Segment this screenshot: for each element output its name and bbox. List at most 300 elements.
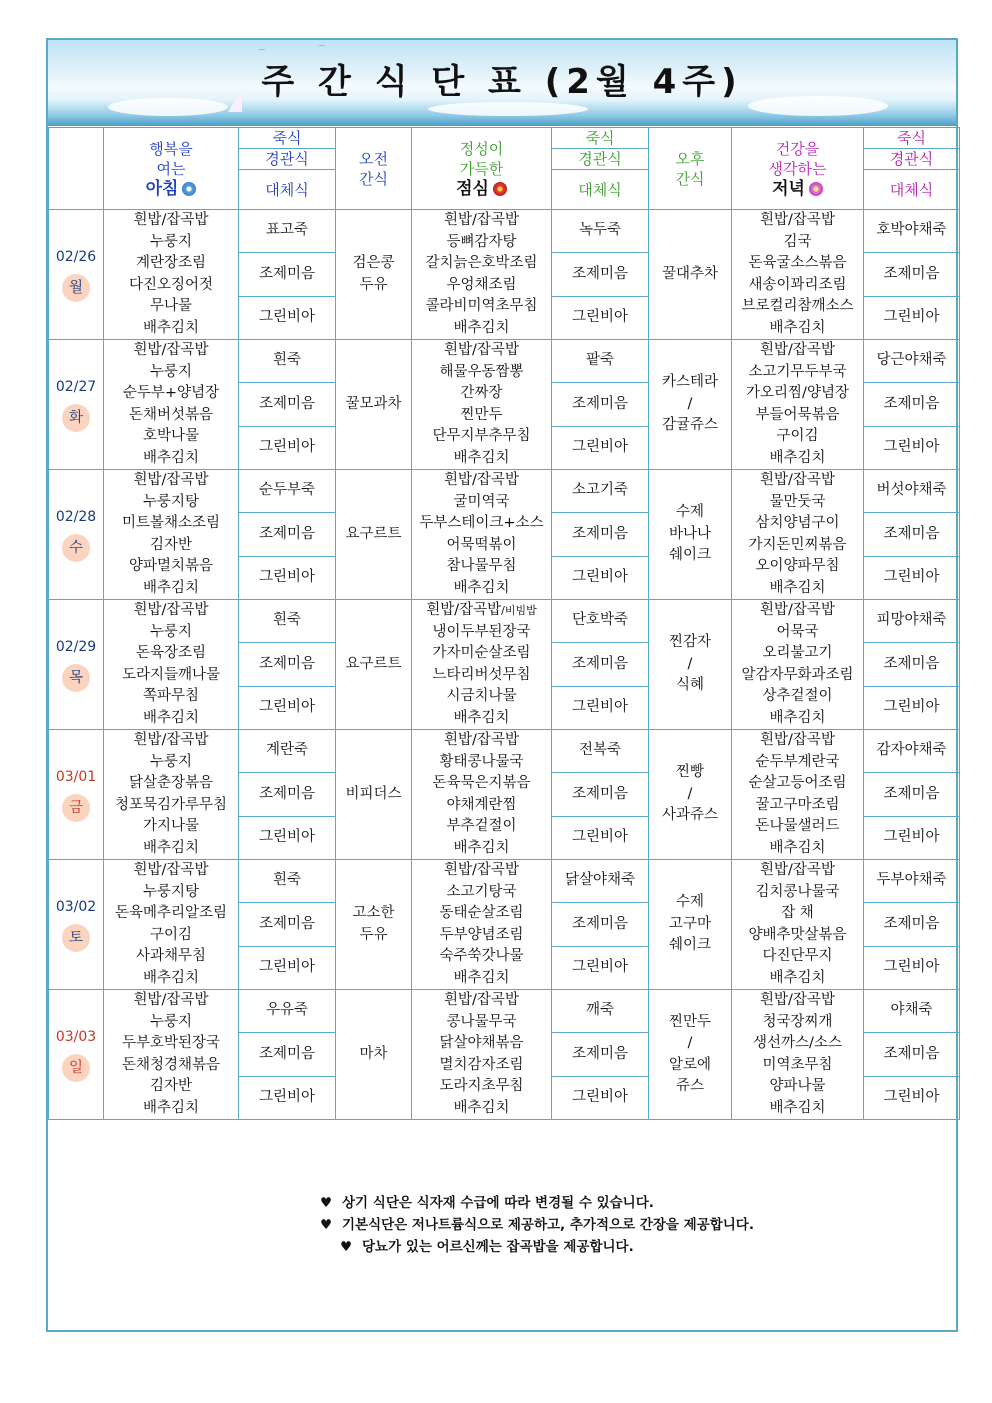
dinner-menu-line: 배추김치 (769, 709, 826, 726)
date-cell (49, 860, 104, 990)
am-snack-line: 비피더스 (345, 785, 402, 802)
lunch-menu-line: 배추김치 (453, 319, 510, 336)
dinner-menu-line: 배추김치 (769, 969, 826, 986)
breakfast-alt: 그린비아 (239, 1076, 336, 1119)
lunch-menu-line: 해물우동짬뽕 (439, 363, 524, 380)
lunch-porridge: 팥죽 (552, 340, 649, 383)
am-snack-line: 요구르트 (345, 525, 402, 542)
lunch-menu-line: 돈육묵은지볶음 (432, 775, 531, 791)
pm-snack-line: 쉐이크 (668, 547, 712, 564)
breakfast-porridge-header: 죽식 (239, 128, 336, 149)
dinner-menu-line: 배추김치 (769, 579, 826, 596)
pm-snack-line: / (687, 395, 693, 412)
pm-snack (649, 860, 732, 990)
lunch-menu-line: 동태순살조림 (439, 905, 524, 921)
breakfast-alt: 그린비아 (239, 296, 336, 339)
breakfast-alt: 그린비아 (239, 816, 336, 859)
pink-flower-icon (809, 182, 823, 196)
lunch-menu-line: 배추김치 (453, 969, 510, 986)
dinner-porridge: 버섯야채죽 (864, 470, 960, 513)
pm-snack-line: / (687, 785, 693, 802)
title-banner (48, 40, 956, 126)
lunch-alt: 그린비아 (552, 816, 649, 859)
dinner-tube: 조제미음 (864, 1033, 960, 1076)
lunch-menu-line: 어묵떡볶이 (446, 536, 517, 553)
pm-snack-line: 찐감자 (668, 634, 712, 651)
table-row (49, 600, 960, 643)
breakfast-tube: 조제미음 (239, 773, 336, 816)
lunch-menu-line: 흰밥/잡곡밥 (444, 472, 519, 488)
note-item: ♥ 기본식단은 저나트륨식으로 제공하고, 추가적으로 간장을 제공합니다. (320, 1214, 754, 1236)
lunch-alt: 그린비아 (552, 556, 649, 599)
dinner-menu-line: 돈나물샐러드 (755, 818, 840, 834)
lunch-alt: 그린비아 (552, 426, 649, 469)
pm-snack-line: / (687, 655, 693, 672)
date-label: 03/01 (55, 768, 97, 785)
table-row (49, 860, 960, 903)
dinner-tube: 조제미음 (864, 643, 960, 686)
lunch-tube: 조제미음 (552, 513, 649, 556)
lunch-menu (412, 600, 552, 730)
pm-snack (649, 340, 732, 470)
dinner-menu-line: 순두부계란국 (755, 753, 840, 770)
pm-snack (649, 470, 732, 600)
dinner-menu-line: 흰밥/잡곡밥 (760, 862, 835, 878)
date-cell (49, 730, 104, 860)
dinner-header: 건강을 생각하는 저녁 (732, 128, 864, 210)
dinner-menu-line: 김치콩나물국 (755, 883, 840, 900)
date-cell (49, 340, 104, 470)
date-label: 03/02 (55, 898, 97, 915)
breakfast-menu-line: 가지나물 (142, 818, 200, 834)
dinner-menu (732, 990, 864, 1120)
table-row (49, 470, 960, 513)
dinner-menu-line: 김국 (783, 233, 812, 250)
breakfast-tube: 조제미음 (239, 513, 336, 556)
lunch-menu-line: 등뼈감자탕 (446, 233, 517, 250)
breakfast-menu-line: 호박나물 (142, 428, 200, 444)
dinner-alt: 그린비아 (864, 426, 960, 469)
lunch-menu (412, 730, 552, 860)
pm-snack (649, 210, 732, 340)
dinner-alt: 그린비아 (864, 556, 960, 599)
pm-snack-line: 알로에 (668, 1056, 712, 1073)
breakfast-alt: 그린비아 (239, 946, 336, 989)
pm-snack (649, 600, 732, 730)
pm-snack-line: 쥬스 (675, 1078, 704, 1094)
lunch-tube: 조제미음 (552, 903, 649, 946)
lunch-menu-line: 닭살야채볶음 (439, 1035, 524, 1051)
am-snack (336, 860, 412, 990)
dinner-menu-line: 순살고등어조림 (748, 775, 847, 791)
dinner-menu-line: 배추김치 (769, 319, 826, 336)
dinner-menu (732, 860, 864, 990)
dinner-menu-line: 새송이꽈리조림 (748, 276, 847, 293)
pm-snack-line: 고구마 (668, 915, 712, 932)
lunch-menu (412, 210, 552, 340)
dinner-menu-line: 양파나물 (769, 1078, 826, 1094)
lunch-tube: 조제미음 (552, 253, 649, 296)
weekday-badge: 일 (62, 1054, 90, 1082)
lunch-porridge: 녹두죽 (552, 210, 649, 253)
pm-snack-line: 사과쥬스 (661, 807, 719, 824)
dinner-menu-line: 삼치양념구이 (755, 515, 840, 531)
am-snack (336, 340, 412, 470)
am-snack-line: 두유 (359, 926, 388, 943)
lunch-alt: 그린비아 (552, 296, 649, 339)
breakfast-menu (104, 470, 239, 600)
heart-bullet-icon: ♥ (340, 1239, 353, 1255)
dinner-menu-line: 잡 채 (781, 905, 814, 921)
dinner-alt: 그린비아 (864, 686, 960, 729)
dinner-tube-header: 경관식 (864, 149, 960, 170)
dinner-menu-line: 소고기무두부국 (748, 363, 847, 380)
lunch-header: 정성이 가득한 점심 (412, 128, 552, 210)
note-item: ♥ 상기 식단은 식자재 수급에 따라 변경될 수 있습니다. (320, 1192, 754, 1214)
dinner-menu (732, 210, 864, 340)
lunch-menu-line: 콩나물무국 (446, 1013, 517, 1030)
lunch-menu-line: 소고기탕국 (446, 883, 517, 900)
lunch-menu-line: 흰밥/잡곡밥 (444, 342, 519, 358)
dinner-tube: 조제미음 (864, 253, 960, 296)
breakfast-menu-line: 구이김 (149, 926, 193, 943)
date-label: 02/29 (55, 638, 97, 655)
breakfast-menu (104, 990, 239, 1120)
lunch-menu-line: 배추김치 (453, 709, 510, 726)
heart-bullet-icon: ♥ (320, 1217, 333, 1233)
breakfast-alt: 그린비아 (239, 556, 336, 599)
breakfast-header: 행복을 여는 아침 (104, 128, 239, 210)
breakfast-menu-line: 흰밥/잡곡밥 (133, 732, 209, 748)
dinner-menu-line: 흰밥/잡곡밥 (760, 472, 835, 488)
dinner-menu (732, 600, 864, 730)
breakfast-menu-line: 돈채버섯볶음 (128, 406, 214, 423)
pm-snack-line: 수제 (675, 894, 704, 911)
pm-snack-line: 쉐이크 (668, 937, 712, 954)
lunch-menu (412, 860, 552, 990)
am-snack-line: 마차 (359, 1045, 388, 1062)
dinner-alt: 그린비아 (864, 1076, 960, 1119)
lunch-menu-line: 배추김치 (453, 449, 510, 466)
breakfast-menu-line: 김자반 (149, 1078, 193, 1094)
lunch-porridge: 닭살야채죽 (552, 860, 649, 903)
breakfast-menu-line: 배추김치 (142, 449, 200, 466)
weekday-badge: 금 (62, 794, 90, 822)
dinner-porridge: 당근야채죽 (864, 340, 960, 383)
lunch-menu-line: 멸치감자조림 (439, 1056, 524, 1073)
breakfast-tube: 조제미음 (239, 1033, 336, 1076)
breakfast-porridge: 흰죽 (239, 340, 336, 383)
lunch-menu-line: 두부스테이크+소스 (419, 515, 544, 531)
weekday-badge: 월 (62, 274, 90, 302)
pm-snack-line: 찐만두 (668, 1013, 712, 1030)
am-snack-line: 검은콩 (352, 255, 395, 271)
breakfast-menu-line: 흰밥/잡곡밥 (133, 602, 209, 618)
lunch-tube: 조제미음 (552, 773, 649, 816)
breakfast-menu-line: 누룽지 (149, 363, 193, 380)
am-snack-line: 고소한 (352, 905, 395, 921)
lunch-tube: 조제미음 (552, 383, 649, 426)
lunch-porridge: 단호박죽 (552, 600, 649, 643)
lunch-menu-line: 우엉채조림 (446, 276, 517, 293)
pm-snack (649, 730, 732, 860)
breakfast-menu-line: 누룽지 (149, 623, 193, 640)
dinner-menu-line: 구이김 (776, 428, 819, 444)
lunch-tube: 조제미음 (552, 1033, 649, 1076)
dinner-menu-line: 흰밥/잡곡밥 (760, 602, 835, 618)
breakfast-menu-line: 두부호박된장국 (121, 1035, 221, 1051)
am-snack (336, 210, 412, 340)
am-snack (336, 990, 412, 1120)
breakfast-menu-line: 흰밥/잡곡밥 (133, 212, 209, 228)
lunch-menu-line: 흰밥/잡곡밥 (444, 732, 519, 748)
bird-icon: ⌒ (318, 45, 326, 54)
menu-table (48, 127, 960, 1120)
breakfast-menu-line: 도라지들깨나물 (121, 666, 221, 683)
breakfast-tube: 조제미음 (239, 383, 336, 426)
breakfast-menu-line: 흰밥/잡곡밥 (133, 472, 209, 488)
breakfast-menu-line: 흰밥/잡곡밥 (133, 342, 209, 358)
blue-flower-icon (182, 182, 196, 196)
lunch-menu-line: 콜라비미역초무침 (425, 298, 538, 314)
date-cell (49, 470, 104, 600)
date-cell (49, 600, 104, 730)
lunch-menu-line: 황태콩나물국 (439, 753, 524, 770)
date-label: 02/28 (55, 508, 97, 525)
lunch-menu-line: 도라지초무침 (439, 1078, 524, 1094)
pm-snack (649, 990, 732, 1120)
heart-bullet-icon: ♥ (320, 1195, 333, 1211)
dinner-menu-line: 브로컬리참깨소스 (741, 298, 854, 314)
breakfast-menu-line: 배추김치 (142, 319, 200, 336)
dinner-alt: 그린비아 (864, 296, 960, 339)
breakfast-menu-line: 누룽지탕 (142, 493, 200, 510)
dinner-menu-line: 가지돈민찌볶음 (748, 536, 847, 553)
dinner-porridge: 야채죽 (864, 990, 960, 1033)
lunch-menu-line: 단무지부추무침 (432, 428, 531, 444)
dinner-menu-line: 알감자무화과조림 (741, 666, 854, 683)
pm-snack-line: 식혜 (675, 677, 704, 694)
dinner-tube: 조제미음 (864, 383, 960, 426)
dinner-menu-line: 상추겉절이 (762, 688, 833, 704)
dinner-menu-line: 양배추맛살볶음 (748, 926, 847, 943)
dinner-menu-line: 꿀고구마조림 (755, 796, 840, 813)
lunch-menu-line: 배추김치 (453, 1099, 510, 1116)
dinner-menu-line: 오이양파무침 (755, 558, 840, 574)
breakfast-tube-header: 경관식 (239, 149, 336, 170)
breakfast-menu (104, 860, 239, 990)
lunch-alt-header: 대체식 (552, 170, 649, 210)
lunch-menu-line: 가자미순살조림 (432, 645, 531, 661)
breakfast-menu-line: 흰밥/잡곡밥 (133, 862, 209, 878)
lunch-menu-line: 냉이두부된장국 (432, 623, 531, 640)
am-snack-line: 꿀모과차 (345, 395, 402, 412)
pm-snack-header: 오후 간식 (649, 128, 732, 210)
dinner-menu-line: 흰밥/잡곡밥 (760, 342, 835, 358)
lunch-menu-line: 야채계란찜 (446, 796, 517, 813)
lunch-menu-line: 느타리버섯무침 (432, 666, 531, 683)
breakfast-menu-line: 다진오징어젓 (128, 276, 214, 293)
lunch-menu-line: 간짜장 (460, 385, 503, 401)
pm-snack-line: 바나나 (668, 525, 712, 542)
lunch-porridge: 깨죽 (552, 990, 649, 1033)
pm-snack-line: 카스테라 (661, 374, 719, 391)
lunch-menu (412, 340, 552, 470)
red-tulip-icon (493, 182, 507, 196)
lunch-menu (412, 470, 552, 600)
breakfast-porridge: 순두부죽 (239, 470, 336, 513)
breakfast-porridge: 계란죽 (239, 730, 336, 773)
dinner-menu-line: 배추김치 (769, 449, 826, 466)
dinner-menu-line: 흰밥/잡곡밥 (760, 992, 835, 1008)
breakfast-menu-line: 배추김치 (142, 709, 200, 726)
am-snack-header: 오전 간식 (336, 128, 412, 210)
lunch-menu-line: 숙주쑥갓나물 (439, 948, 524, 964)
dinner-alt: 그린비아 (864, 816, 960, 859)
date-label: 03/03 (55, 1028, 97, 1045)
breakfast-menu-line: 닭살춘장볶음 (128, 775, 214, 791)
dinner-tube: 조제미음 (864, 903, 960, 946)
dinner-menu-line: 다진단무지 (762, 948, 833, 964)
dinner-menu-line: 돈육굴소스볶음 (748, 255, 847, 271)
dinner-menu-line: 배추김치 (769, 839, 826, 856)
breakfast-menu-line: 누룽지 (149, 233, 193, 250)
breakfast-menu-line: 김자반 (149, 536, 193, 553)
dinner-menu-line: 생선까스/소스 (753, 1035, 842, 1051)
table-row (49, 210, 960, 253)
breakfast-menu-line: 돈육장조림 (135, 645, 207, 661)
dinner-menu (732, 730, 864, 860)
pm-snack-line: / (687, 1035, 693, 1051)
lunch-alt: 그린비아 (552, 946, 649, 989)
lunch-menu-line: 흰밥/잡곡밥 (444, 212, 519, 228)
lunch-menu-line: 시금치나물 (446, 688, 517, 704)
breakfast-menu-line: 돈채청경채볶음 (121, 1056, 221, 1073)
breakfast-menu-line: 미트볼채소조림 (121, 515, 221, 531)
lunch-tube-header: 경관식 (552, 149, 649, 170)
lunch-menu-line: 두부양념조림 (439, 926, 524, 943)
lunch-porridge-header: 죽식 (552, 128, 649, 149)
breakfast-menu-line: 양파멸치볶음 (128, 558, 214, 574)
lunch-menu-line: 흰밥/잡곡밥/비빔밥 (426, 602, 537, 618)
dinner-alt-header: 대체식 (864, 170, 960, 210)
lunch-menu-line: 찐만두 (460, 406, 503, 423)
breakfast-menu-line: 청포묵김가루무침 (114, 796, 228, 813)
breakfast-tube: 조제미음 (239, 643, 336, 686)
lunch-menu-line: 배추김치 (453, 579, 510, 596)
date-label: 02/27 (55, 378, 97, 395)
weekday-badge: 토 (62, 924, 90, 952)
table-row (49, 730, 960, 773)
dinner-menu (732, 340, 864, 470)
dinner-porridge: 호박야채죽 (864, 210, 960, 253)
breakfast-alt: 그린비아 (239, 686, 336, 729)
weekday-badge: 화 (62, 404, 90, 432)
table-row (49, 990, 960, 1033)
page-title: 주 간 식 단 표 (2월 4주) (261, 62, 743, 102)
note-item: ♥ 당뇨가 있는 어르신께는 잡곡밥을 제공합니다. (320, 1236, 754, 1258)
breakfast-menu-line: 순두부+양념장 (122, 385, 220, 401)
pm-snack-line: 찐빵 (675, 764, 704, 781)
breakfast-menu-line: 배추김치 (142, 579, 200, 596)
dinner-porridge: 피망야채죽 (864, 600, 960, 643)
dinner-menu-line: 미역초무침 (762, 1056, 833, 1073)
breakfast-menu-line: 누룽지 (149, 1013, 193, 1030)
breakfast-porridge: 표고죽 (239, 210, 336, 253)
breakfast-menu-line: 누룽지탕 (142, 883, 200, 900)
am-snack (336, 600, 412, 730)
am-snack (336, 470, 412, 600)
breakfast-tube: 조제미음 (239, 253, 336, 296)
dinner-menu-line: 청국장찌개 (762, 1013, 833, 1030)
lunch-alt: 그린비아 (552, 1076, 649, 1119)
dinner-tube: 조제미음 (864, 513, 960, 556)
breakfast-menu-line: 계란장조림 (135, 255, 207, 271)
breakfast-menu (104, 600, 239, 730)
dinner-menu-line: 흰밥/잡곡밥 (760, 732, 835, 748)
breakfast-tube: 조제미음 (239, 903, 336, 946)
lunch-menu-line: 굴미역국 (453, 493, 510, 510)
dinner-menu-line: 어묵국 (776, 623, 819, 640)
date-cell (49, 210, 104, 340)
notes (320, 1192, 754, 1258)
lunch-menu-line: 흰밥/잡곡밥 (444, 992, 519, 1008)
dinner-porridge: 감자야채죽 (864, 730, 960, 773)
dinner-menu (732, 470, 864, 600)
dinner-menu-line: 물만둣국 (769, 493, 826, 510)
breakfast-menu-line: 쪽파무침 (142, 688, 200, 704)
lunch-menu-line: 흰밥/잡곡밥 (444, 862, 519, 878)
dinner-alt: 그린비아 (864, 946, 960, 989)
weekday-badge: 목 (62, 664, 90, 692)
breakfast-menu-line: 사과채무침 (135, 948, 207, 964)
breakfast-menu-line: 흰밥/잡곡밥 (133, 992, 209, 1008)
weekday-badge: 수 (62, 534, 90, 562)
breakfast-menu-line: 무나물 (149, 298, 193, 314)
breakfast-porridge: 우유죽 (239, 990, 336, 1033)
lunch-tube: 조제미음 (552, 643, 649, 686)
breakfast-porridge: 흰죽 (239, 600, 336, 643)
dinner-tube: 조제미음 (864, 773, 960, 816)
lunch-alt: 그린비아 (552, 686, 649, 729)
breakfast-menu-line: 배추김치 (142, 1099, 200, 1116)
dinner-menu-line: 배추김치 (769, 1099, 826, 1116)
breakfast-menu-line: 돈육메추리알조림 (114, 905, 228, 921)
table-row (49, 340, 960, 383)
pm-snack-line: 수제 (675, 504, 704, 521)
breakfast-porridge: 흰죽 (239, 860, 336, 903)
pm-snack-line: 꿀대추차 (661, 265, 719, 282)
breakfast-menu (104, 210, 239, 340)
dinner-menu-line: 오리불고기 (762, 645, 833, 661)
dinner-menu-line: 흰밥/잡곡밥 (760, 212, 835, 228)
lunch-menu-line: 갈치늙은호박조림 (425, 255, 538, 271)
breakfast-menu (104, 730, 239, 860)
breakfast-menu-line: 배추김치 (142, 969, 200, 986)
bird-icon: ⌒ (258, 49, 266, 58)
am-snack-line: 요구르트 (345, 655, 402, 672)
dinner-menu-line: 가오리찜/양념장 (746, 385, 849, 401)
breakfast-menu-line: 배추김치 (142, 839, 200, 856)
lunch-menu-line: 부추겉절이 (446, 818, 517, 834)
date-label: 02/26 (55, 248, 97, 265)
date-header (49, 128, 104, 210)
pm-snack-line: 감귤쥬스 (661, 417, 719, 434)
lunch-menu-line: 배추김치 (453, 839, 510, 856)
dinner-menu-line: 부들어묵볶음 (755, 406, 840, 423)
dinner-porridge-header: 죽식 (864, 128, 960, 149)
breakfast-alt-header: 대체식 (239, 170, 336, 210)
